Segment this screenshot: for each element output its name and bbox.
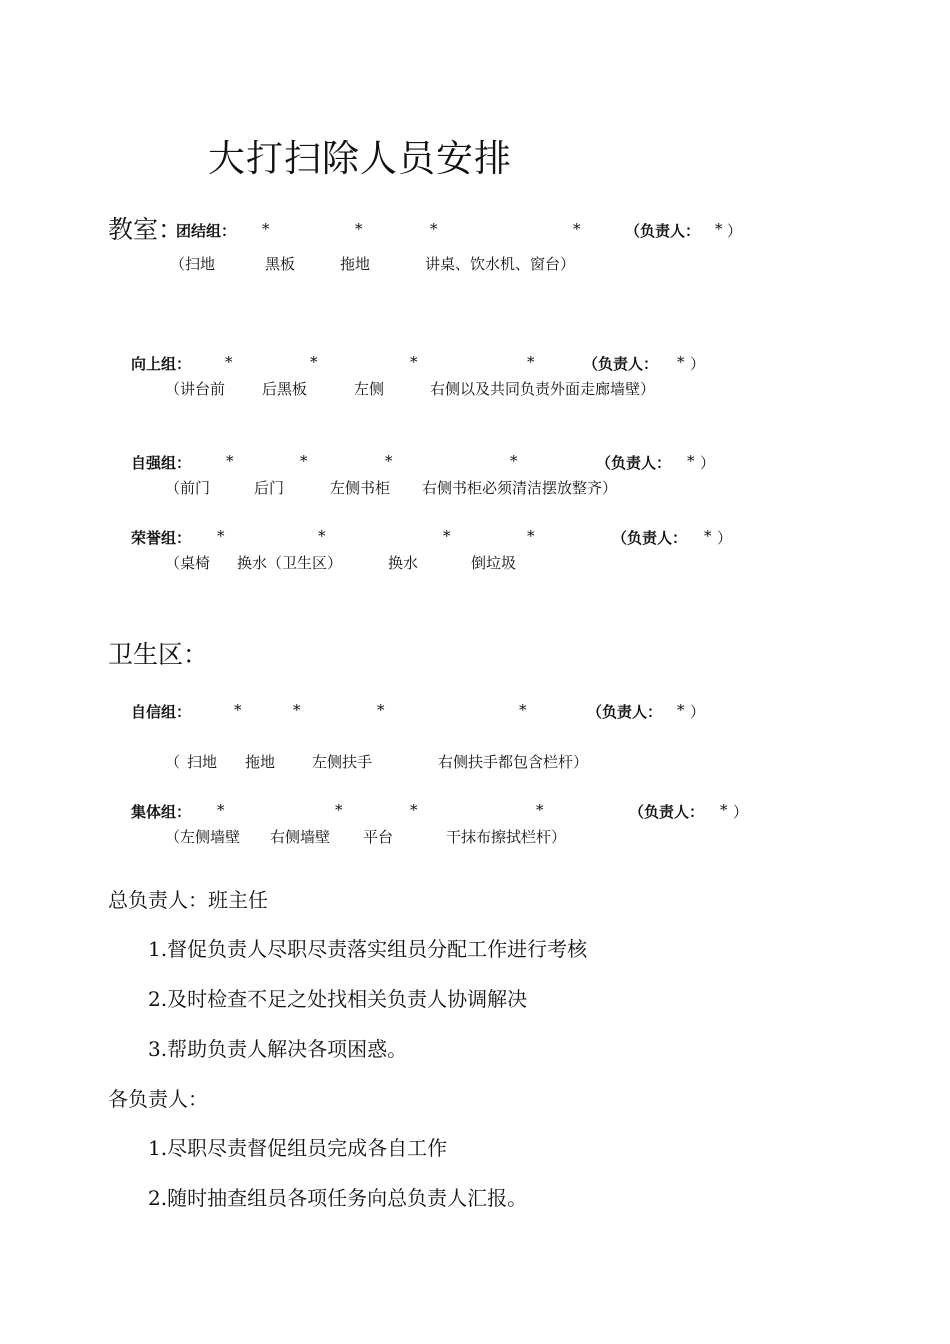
leader-close: ） [690, 703, 706, 721]
member: * [443, 527, 451, 545]
task: 拖地 [245, 753, 276, 771]
task: （讲台前 [165, 380, 226, 398]
member: * [310, 353, 318, 371]
group-name: 向上组： [131, 355, 192, 373]
member: * [293, 701, 301, 719]
task: 拖地 [340, 255, 371, 273]
leader-duty: 1.尽职尽责督促组员完成各自工作 [148, 1136, 448, 1160]
task: 右侧墙壁 [270, 828, 331, 846]
chief-duty: 3.帮助负责人解决各项困惑。 [148, 1037, 408, 1061]
task: 平台 [363, 828, 394, 846]
member: * [234, 701, 242, 719]
section-classroom-label: 教室： [108, 215, 184, 244]
task: 干抹布擦拭栏杆） [446, 828, 567, 846]
member: * [318, 527, 326, 545]
member: * [519, 701, 527, 719]
leader-value: * [715, 220, 723, 238]
leader-value: * [704, 527, 712, 545]
task: （桌椅 [165, 554, 211, 572]
leader-label: （负责人： [629, 803, 705, 821]
member: * [510, 452, 518, 470]
member: * [335, 801, 343, 819]
section-sanitation-label: 卫生区： [108, 640, 209, 669]
task: 左侧扶手 [312, 753, 373, 771]
member: * [355, 220, 363, 238]
member: * [226, 452, 234, 470]
group-name: 团结组： [176, 222, 237, 240]
leader-value: * [677, 701, 685, 719]
task: 换水 [388, 554, 419, 572]
task: 右侧扶手都包含栏杆） [438, 753, 589, 771]
task: 倒垃圾 [471, 554, 517, 572]
chief-heading: 总负责人：班主任 [108, 888, 268, 912]
task: 右侧书柜必须清洁摆放整齐） [422, 479, 618, 497]
task: 扫地 [187, 753, 218, 771]
task: （扫地 [170, 255, 216, 273]
member: * [410, 801, 418, 819]
task: 黑板 [265, 255, 296, 273]
leader-label: （负责人： [596, 454, 672, 472]
leaders-heading: 各负责人： [108, 1087, 208, 1111]
task: 讲桌、饮水机、窗台） [425, 255, 576, 273]
member: * [300, 452, 308, 470]
group-name: 集体组： [131, 803, 192, 821]
member: * [225, 353, 233, 371]
task: 右侧以及共同负责外面走廊墙壁） [430, 380, 656, 398]
leader-close: ） [690, 355, 706, 373]
page-title: 大打扫除人员安排 [208, 137, 512, 180]
member: * [262, 220, 270, 238]
task: （前门 [165, 479, 211, 497]
leader-label: （负责人： [583, 355, 659, 373]
task: 换水（卫生区） [237, 554, 343, 572]
member: * [527, 527, 535, 545]
group-name: 自信组： [131, 703, 192, 721]
leader-close: ） [717, 529, 733, 547]
member: * [217, 527, 225, 545]
leader-label: （负责人： [612, 529, 688, 547]
leader-label: （负责人： [587, 703, 663, 721]
member: * [536, 801, 544, 819]
member: * [385, 452, 393, 470]
task: （ [165, 753, 181, 771]
member: * [377, 701, 385, 719]
group-name: 荣誉组： [131, 529, 192, 547]
task: 左侧书柜 [330, 479, 391, 497]
leader-value: * [720, 801, 728, 819]
leader-close: ） [700, 454, 716, 472]
task: 后门 [254, 479, 285, 497]
group-name: 自强组： [131, 454, 192, 472]
chief-duty: 1.督促负责人尽职尽责落实组员分配工作进行考核 [148, 937, 588, 961]
leader-value: * [677, 353, 685, 371]
member: * [430, 220, 438, 238]
leader-value: * [687, 452, 695, 470]
member: * [527, 353, 535, 371]
task: 左侧 [354, 380, 385, 398]
chief-duty: 2.及时检查不足之处找相关负责人协调解决 [148, 987, 528, 1011]
member: * [217, 801, 225, 819]
task: （左侧墙壁 [165, 828, 241, 846]
leader-label: （负责人： [625, 222, 701, 240]
member: * [410, 353, 418, 371]
leader-close: ） [727, 222, 743, 240]
leader-close: ） [733, 803, 749, 821]
leader-duty: 2.随时抽查组员各项任务向总负责人汇报。 [148, 1186, 528, 1210]
task: 后黑板 [262, 380, 308, 398]
member: * [573, 220, 581, 238]
